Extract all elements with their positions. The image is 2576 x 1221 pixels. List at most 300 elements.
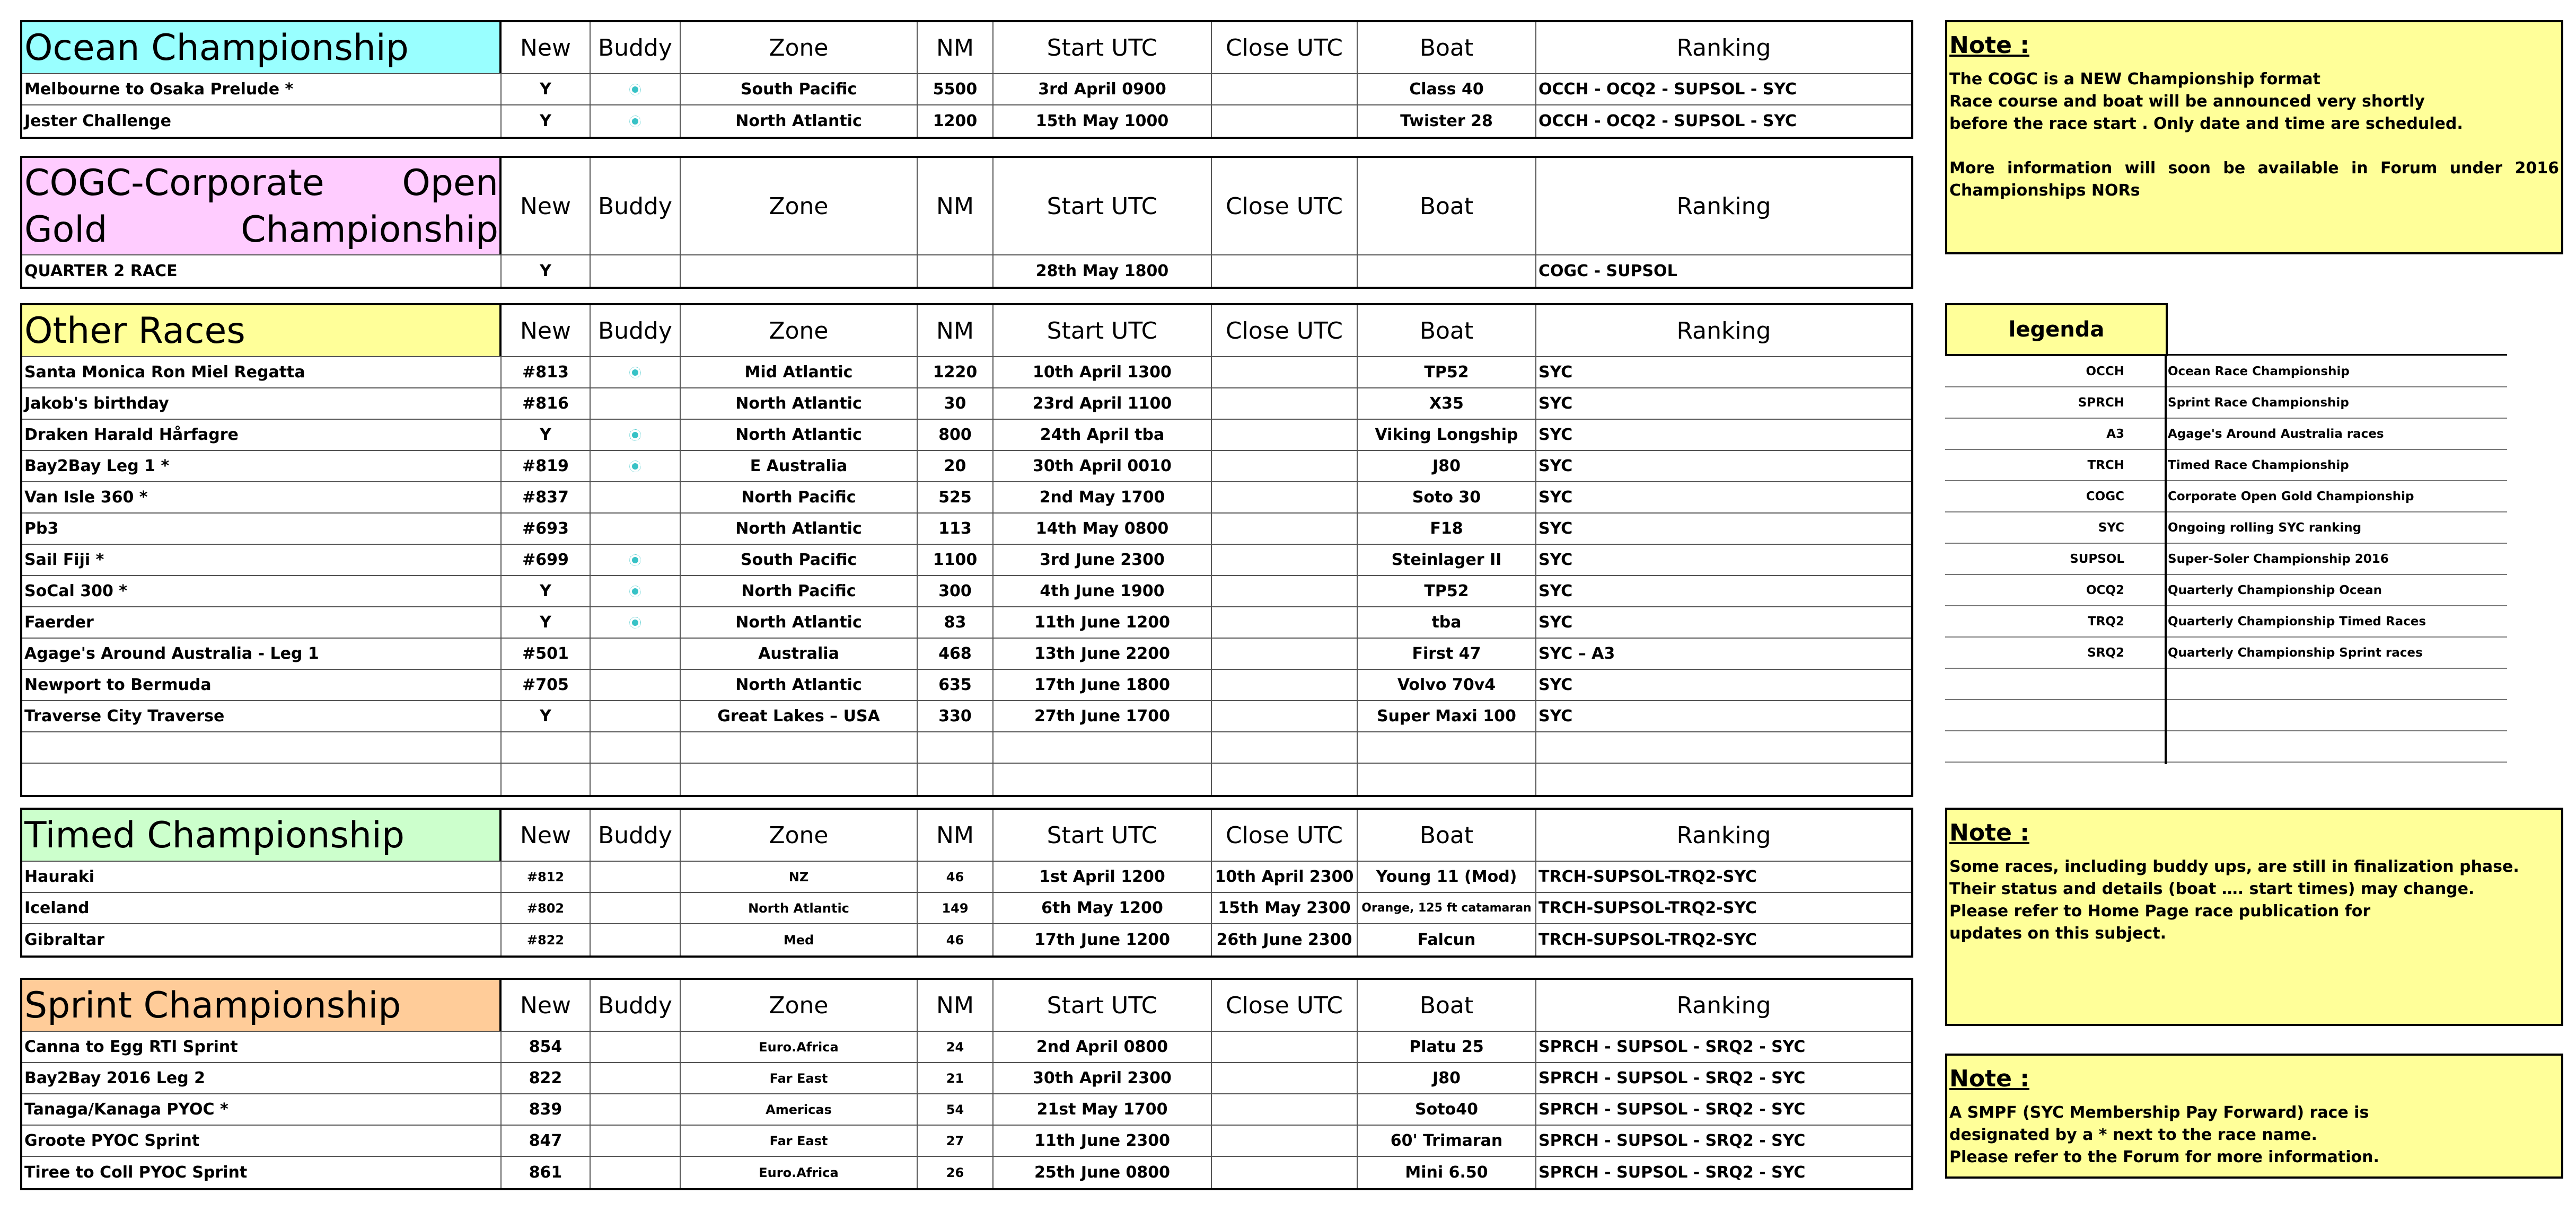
- race-boat: TP52: [1358, 357, 1536, 387]
- race-new: #813: [502, 357, 591, 387]
- race-zone: Americas: [681, 1094, 918, 1125]
- legend-code: TRQ2: [2088, 615, 2124, 629]
- race-boat: Soto40: [1358, 1094, 1536, 1125]
- note-title: Note :: [1949, 32, 2029, 59]
- race-start: 28th May 1800: [994, 255, 1212, 287]
- race-row[interactable]: [22, 1157, 1911, 1188]
- race-zone: Far East: [681, 1126, 918, 1156]
- note-line: A SMPF (SYC Membership Pay Forward) race is: [1949, 1103, 2369, 1122]
- race-zone: Great Lakes – USA: [681, 701, 918, 731]
- race-start: 13th June 2200: [994, 639, 1212, 669]
- race-name: Faerder: [22, 607, 502, 638]
- legend-item: [1945, 731, 2507, 763]
- race-row[interactable]: [22, 357, 1911, 388]
- race-zone: North Atlantic: [681, 105, 918, 137]
- race-new: #822: [502, 924, 591, 955]
- race-buddy: [591, 701, 681, 731]
- race-new: 854: [502, 1032, 591, 1062]
- race-new: 847: [502, 1126, 591, 1156]
- race-row[interactable]: [22, 732, 1911, 764]
- legend-item: [1945, 356, 2507, 387]
- legend-item: [1945, 606, 2507, 638]
- column-header-close: Close UTC: [1212, 305, 1358, 356]
- legend-item: [1945, 700, 2507, 731]
- note-line: before the race start . Only date and time are scheduled.: [1949, 114, 2463, 133]
- race-buddy: [591, 357, 681, 387]
- race-close: [1212, 451, 1358, 481]
- legend-item: [1945, 419, 2507, 450]
- note-line: Their status and details (boat …. start times) may change.: [1949, 880, 2475, 898]
- race-zone: North Pacific: [681, 576, 918, 606]
- race-ranking: SYC: [1538, 676, 1573, 694]
- race-buddy: [591, 639, 681, 669]
- race-close: 26th June 2300: [1212, 924, 1358, 955]
- note-line: designated by a * next to the race name.: [1949, 1126, 2317, 1144]
- race-close: [1212, 482, 1358, 512]
- legend-desc: Sprint Race Championship: [2168, 396, 2349, 410]
- race-boat: [1358, 764, 1536, 795]
- race-name: Traverse City Traverse: [22, 701, 502, 731]
- race-nm: [918, 764, 994, 795]
- race-name: [22, 732, 502, 763]
- column-header-nm: NM: [918, 810, 994, 861]
- legend-desc: Ocean Race Championship: [2168, 365, 2350, 378]
- legend-desc: Quarterly Championship Ocean: [2168, 583, 2382, 597]
- legend-item: [1945, 387, 2507, 419]
- race-start: 25th June 0800: [994, 1157, 1212, 1188]
- race-row[interactable]: [22, 701, 1911, 732]
- race-nm: 149: [918, 893, 994, 923]
- race-close: [1212, 545, 1358, 575]
- column-header-new: New: [502, 22, 591, 73]
- buddy-icon: [629, 367, 641, 378]
- race-zone: Far East: [681, 1063, 918, 1093]
- column-header-boat: Boat: [1358, 810, 1536, 861]
- note-title: Note :: [1949, 819, 2029, 846]
- race-close: [1212, 1126, 1358, 1156]
- race-zone: North Atlantic: [681, 420, 918, 450]
- race-buddy: [591, 255, 681, 287]
- column-header-ranking: Ranking: [1676, 992, 1771, 1019]
- legend-item: [1945, 512, 2507, 544]
- other-header-row: [22, 305, 1911, 357]
- column-header-boat: Boat: [1358, 305, 1536, 356]
- race-close: [1212, 732, 1358, 763]
- race-buddy: [591, 451, 681, 481]
- race-ranking: TRCH-SUPSOL-TRQ2-SYC: [1538, 868, 1757, 886]
- race-ranking: SYC: [1538, 488, 1573, 507]
- race-close: [1212, 105, 1358, 137]
- race-row[interactable]: [22, 451, 1911, 482]
- race-new: #802: [502, 893, 591, 923]
- race-name: Draken Harald Hårfagre: [22, 420, 502, 450]
- race-buddy: [591, 1063, 681, 1093]
- race-ranking: SYC: [1538, 519, 1573, 538]
- race-nm: [918, 732, 994, 763]
- legend-title: legenda: [1945, 303, 2168, 356]
- column-header-zone: Zone: [681, 158, 918, 254]
- race-name: Groote PYOC Sprint: [22, 1126, 502, 1156]
- buddy-icon: [629, 84, 641, 95]
- race-ranking: SYC: [1538, 457, 1573, 475]
- race-zone: Mid Atlantic: [681, 357, 918, 387]
- race-boat: Soto 30: [1358, 482, 1536, 512]
- race-ranking: SYC: [1538, 551, 1573, 569]
- race-zone: [681, 732, 918, 763]
- race-new: Y: [502, 576, 591, 606]
- race-boat: F18: [1358, 514, 1536, 544]
- race-nm: 1220: [918, 357, 994, 387]
- race-name: Jester Challenge: [22, 105, 502, 137]
- race-name: Bay2Bay Leg 1 *: [22, 451, 502, 481]
- race-boat: Steinlager II: [1358, 545, 1536, 575]
- timed-section: [20, 808, 1913, 958]
- race-name: Sail Fiji *: [22, 545, 502, 575]
- race-row[interactable]: [22, 576, 1911, 607]
- race-zone: North Atlantic: [681, 514, 918, 544]
- race-buddy: [591, 862, 681, 892]
- race-new: #693: [502, 514, 591, 544]
- race-new: [502, 764, 591, 795]
- race-ranking: SPRCH - SUPSOL - SRQ2 - SYC: [1538, 1131, 1806, 1150]
- race-ranking: SPRCH - SUPSOL - SRQ2 - SYC: [1538, 1163, 1806, 1182]
- race-new: Y: [502, 105, 591, 137]
- race-ranking: SPRCH - SUPSOL - SRQ2 - SYC: [1538, 1069, 1806, 1087]
- race-buddy: [591, 105, 681, 137]
- legend-code: COGC: [2086, 490, 2124, 503]
- column-header-nm: NM: [918, 158, 994, 254]
- race-buddy: [591, 1094, 681, 1125]
- race-name: Hauraki: [22, 862, 502, 892]
- legend-code: OCQ2: [2086, 583, 2124, 597]
- race-row[interactable]: [22, 862, 1911, 893]
- timed-header-row: [22, 810, 1911, 862]
- race-zone: South Pacific: [681, 74, 918, 104]
- race-zone: Med: [681, 924, 918, 955]
- race-name: Pb3: [22, 514, 502, 544]
- race-start: 17th June 1200: [994, 924, 1212, 955]
- column-header-zone: Zone: [681, 980, 918, 1031]
- race-row[interactable]: [22, 639, 1911, 670]
- race-ranking: OCCH - OCQ2 - SUPSOL - SYC: [1538, 112, 1797, 130]
- note-box: [1945, 808, 2563, 1026]
- race-new: 861: [502, 1157, 591, 1188]
- race-boat: Orange, 125 ft catamaran: [1358, 893, 1536, 923]
- legend-item: [1945, 481, 2507, 512]
- race-nm: 525: [918, 482, 994, 512]
- race-ranking: SPRCH - SUPSOL - SRQ2 - SYC: [1538, 1100, 1806, 1119]
- race-close: [1212, 1094, 1358, 1125]
- race-buddy: [591, 893, 681, 923]
- race-row[interactable]: [22, 1063, 1911, 1094]
- race-new: 822: [502, 1063, 591, 1093]
- race-nm: 1100: [918, 545, 994, 575]
- race-boat: Falcun: [1358, 924, 1536, 955]
- column-header-nm: NM: [918, 305, 994, 356]
- cogc-title: COGC-Corporate Open Gold Championship: [22, 158, 502, 254]
- race-row[interactable]: [22, 255, 1911, 287]
- sprint-title: Sprint Championship: [22, 980, 502, 1031]
- race-buddy: [591, 74, 681, 104]
- race-start: 3rd April 0900: [994, 74, 1212, 104]
- race-zone: NZ: [681, 862, 918, 892]
- race-boat: X35: [1358, 388, 1536, 419]
- race-name: [22, 764, 502, 795]
- race-nm: 30: [918, 388, 994, 419]
- column-header-ranking: Ranking: [1676, 34, 1771, 61]
- race-close: [1212, 357, 1358, 387]
- race-start: 4th June 1900: [994, 576, 1212, 606]
- race-name: Gibraltar: [22, 924, 502, 955]
- legend-code: A3: [2106, 427, 2124, 441]
- race-buddy: [591, 514, 681, 544]
- race-close: [1212, 514, 1358, 544]
- column-header-boat: Boat: [1358, 158, 1536, 254]
- race-nm: 113: [918, 514, 994, 544]
- race-nm: 27: [918, 1126, 994, 1156]
- race-nm: 330: [918, 701, 994, 731]
- race-start: 30th April 0010: [994, 451, 1212, 481]
- race-new: Y: [502, 255, 591, 287]
- race-new: Y: [502, 701, 591, 731]
- race-close: 15th May 2300: [1212, 893, 1358, 923]
- race-boat: Young 11 (Mod): [1358, 862, 1536, 892]
- race-boat: Platu 25: [1358, 1032, 1536, 1062]
- race-buddy: [591, 1126, 681, 1156]
- race-ranking: SYC – A3: [1538, 644, 1615, 663]
- column-header-close: Close UTC: [1212, 980, 1358, 1031]
- race-close: [1212, 764, 1358, 795]
- column-header-nm: NM: [918, 22, 994, 73]
- legend-desc: Agage's Around Australia races: [2168, 427, 2384, 441]
- race-buddy: [591, 482, 681, 512]
- race-boat: [1358, 255, 1536, 287]
- race-row[interactable]: [22, 514, 1911, 545]
- column-header-buddy: Buddy: [591, 158, 681, 254]
- race-buddy: [591, 732, 681, 763]
- race-start: 11th June 1200: [994, 607, 1212, 638]
- column-header-zone: Zone: [681, 305, 918, 356]
- race-boat: First 47: [1358, 639, 1536, 669]
- legend-top-border: [2167, 354, 2507, 356]
- race-nm: 24: [918, 1032, 994, 1062]
- race-nm: 635: [918, 670, 994, 700]
- race-buddy: [591, 420, 681, 450]
- race-buddy: [591, 764, 681, 795]
- note-line: Race course and boat will be announced very shortly: [1949, 92, 2425, 111]
- race-zone: North Pacific: [681, 482, 918, 512]
- cogc-header-row: [22, 158, 1911, 255]
- race-row[interactable]: [22, 1126, 1911, 1157]
- column-header-close: Close UTC: [1212, 22, 1358, 73]
- race-ranking: SYC: [1538, 394, 1573, 413]
- race-close: [1212, 255, 1358, 287]
- column-header-new: New: [502, 980, 591, 1031]
- race-start: 6th May 1200: [994, 893, 1212, 923]
- race-ranking: OCCH - OCQ2 - SUPSOL - SYC: [1538, 80, 1797, 99]
- race-row[interactable]: [22, 482, 1911, 514]
- race-buddy: [591, 924, 681, 955]
- race-boat: J80: [1358, 451, 1536, 481]
- race-nm: 54: [918, 1094, 994, 1125]
- race-zone: E Australia: [681, 451, 918, 481]
- race-new: Y: [502, 607, 591, 638]
- race-boat: tba: [1358, 607, 1536, 638]
- note-line: The COGC is a NEW Championship format: [1949, 70, 2320, 89]
- race-new: #837: [502, 482, 591, 512]
- note-line: More information will soon be available in Forum under 2016: [1949, 159, 2559, 178]
- column-header-new: New: [502, 305, 591, 356]
- race-buddy: [591, 607, 681, 638]
- race-row[interactable]: [22, 670, 1911, 701]
- race-row[interactable]: [22, 420, 1911, 451]
- race-boat: [1358, 732, 1536, 763]
- race-close: [1212, 388, 1358, 419]
- race-name: Tiree to Coll PYOC Sprint: [22, 1157, 502, 1188]
- race-name: Newport to Bermuda: [22, 670, 502, 700]
- race-name: Iceland: [22, 893, 502, 923]
- race-boat: TP52: [1358, 576, 1536, 606]
- race-nm: 300: [918, 576, 994, 606]
- race-zone: South Pacific: [681, 545, 918, 575]
- race-ranking: [1536, 764, 1911, 795]
- race-new: #501: [502, 639, 591, 669]
- legend-desc: Timed Race Championship: [2168, 458, 2349, 472]
- column-header-start: Start UTC: [994, 158, 1212, 254]
- timed-title: Timed Championship: [22, 810, 502, 861]
- race-zone: [681, 255, 918, 287]
- race-boat: Viking Longship: [1358, 420, 1536, 450]
- race-row[interactable]: [22, 607, 1911, 639]
- race-start: 10th April 1300: [994, 357, 1212, 387]
- race-close: [1212, 701, 1358, 731]
- legend-code: OCCH: [2086, 365, 2124, 378]
- race-name: QUARTER 2 RACE: [22, 255, 502, 287]
- buddy-icon: [629, 429, 641, 441]
- race-close: [1212, 639, 1358, 669]
- race-start: 23rd April 1100: [994, 388, 1212, 419]
- race-ranking: SYC: [1538, 426, 1573, 444]
- column-header-buddy: Buddy: [591, 810, 681, 861]
- note-line: Please refer to the Forum for more information.: [1949, 1148, 2379, 1166]
- race-ranking: SYC: [1538, 613, 1573, 632]
- note-line: [1949, 135, 2561, 157]
- race-boat: 60' Trimaran: [1358, 1126, 1536, 1156]
- race-ranking: [1536, 732, 1911, 763]
- race-close: [1212, 607, 1358, 638]
- column-header-zone: Zone: [681, 810, 918, 861]
- race-buddy: [591, 388, 681, 419]
- cogc-section: [20, 156, 1913, 289]
- race-nm: 83: [918, 607, 994, 638]
- race-row[interactable]: [22, 74, 1911, 105]
- race-row[interactable]: [22, 105, 1911, 137]
- race-nm: 46: [918, 862, 994, 892]
- column-header-buddy: Buddy: [591, 980, 681, 1031]
- column-header-nm: NM: [918, 980, 994, 1031]
- race-boat: Mini 6.50: [1358, 1157, 1536, 1188]
- legend-code: SRQ2: [2087, 646, 2124, 660]
- column-header-zone: Zone: [681, 22, 918, 73]
- race-row[interactable]: [22, 924, 1911, 955]
- race-buddy: [591, 545, 681, 575]
- legend-desc: Super-Soler Championship 2016: [2168, 552, 2389, 566]
- column-header-new: New: [502, 810, 591, 861]
- race-row[interactable]: [22, 1094, 1911, 1126]
- legend-desc: Corporate Open Gold Championship: [2168, 490, 2414, 503]
- buddy-icon: [629, 554, 641, 566]
- race-zone: North Atlantic: [681, 670, 918, 700]
- column-header-boat: Boat: [1358, 980, 1536, 1031]
- race-row[interactable]: [22, 893, 1911, 924]
- race-name: Jakob's birthday: [22, 388, 502, 419]
- column-header-start: Start UTC: [994, 810, 1212, 861]
- column-header-start: Start UTC: [994, 22, 1212, 73]
- race-new: Y: [502, 420, 591, 450]
- buddy-icon: [629, 116, 641, 127]
- race-nm: 468: [918, 639, 994, 669]
- race-buddy: [591, 1157, 681, 1188]
- race-zone: North Atlantic: [681, 893, 918, 923]
- race-row[interactable]: [22, 764, 1911, 795]
- race-buddy: [591, 670, 681, 700]
- race-close: [1212, 420, 1358, 450]
- race-start: 2nd April 0800: [994, 1032, 1212, 1062]
- note-box: [1945, 1054, 2563, 1179]
- legend-desc: Quarterly Championship Timed Races: [2168, 615, 2426, 629]
- race-zone: [681, 764, 918, 795]
- column-header-start: Start UTC: [994, 980, 1212, 1031]
- ocean-header-row: [22, 22, 1911, 74]
- legend-code: TRCH: [2087, 458, 2124, 472]
- race-zone: Euro.Africa: [681, 1032, 918, 1062]
- race-row[interactable]: [22, 1032, 1911, 1063]
- race-start: 30th April 2300: [994, 1063, 1212, 1093]
- race-name: Van Isle 360 *: [22, 482, 502, 512]
- race-nm: 1200: [918, 105, 994, 137]
- legend-item: [1945, 544, 2507, 575]
- note-box: [1945, 20, 2563, 254]
- race-ranking: SYC: [1538, 582, 1573, 600]
- race-close: [1212, 1032, 1358, 1062]
- column-header-new: New: [502, 158, 591, 254]
- race-ranking: COGC - SUPSOL: [1538, 262, 1677, 280]
- column-header-close: Close UTC: [1212, 158, 1358, 254]
- race-row[interactable]: [22, 545, 1911, 576]
- buddy-icon: [629, 586, 641, 597]
- race-new: 839: [502, 1094, 591, 1125]
- column-header-boat: Boat: [1358, 22, 1536, 73]
- note-line: Some races, including buddy ups, are still in finalization phase.: [1949, 857, 2519, 876]
- race-close: [1212, 1063, 1358, 1093]
- column-header-buddy: Buddy: [591, 305, 681, 356]
- legend-item: [1945, 575, 2507, 606]
- race-boat: J80: [1358, 1063, 1536, 1093]
- race-buddy: [591, 576, 681, 606]
- note-title: Note :: [1949, 1065, 2029, 1092]
- race-name: Canna to Egg RTI Sprint: [22, 1032, 502, 1062]
- race-row[interactable]: [22, 388, 1911, 420]
- race-start: 15th May 1000: [994, 105, 1212, 137]
- race-start: 2nd May 1700: [994, 482, 1212, 512]
- legend-item: [1945, 669, 2507, 700]
- race-zone: Euro.Africa: [681, 1157, 918, 1188]
- race-close: 10th April 2300: [1212, 862, 1358, 892]
- race-start: 21st May 1700: [994, 1094, 1212, 1125]
- buddy-icon: [629, 461, 641, 472]
- race-name: Bay2Bay 2016 Leg 2: [22, 1063, 502, 1093]
- legend-desc: Quarterly Championship Sprint races: [2168, 646, 2423, 660]
